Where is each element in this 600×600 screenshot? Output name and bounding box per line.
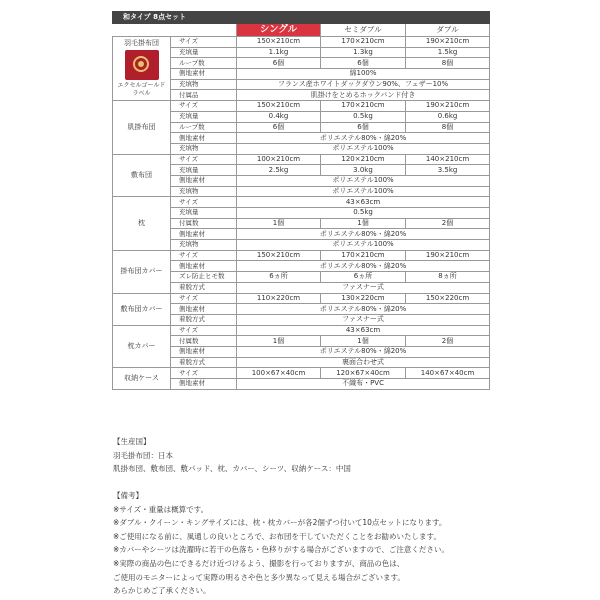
value-cell-semi-double: 170×210cm bbox=[321, 37, 406, 48]
merged-value-cell: ポリエステル80%・綿20% bbox=[237, 229, 490, 240]
value-cell-double: 3.5kg bbox=[406, 165, 490, 176]
merged-value-cell: 不織布・PVC bbox=[237, 379, 490, 390]
column-header-single: シングル bbox=[237, 24, 321, 37]
category-cell bbox=[113, 154, 171, 197]
row-label: 充填量 bbox=[171, 208, 237, 219]
origin-section bbox=[113, 435, 351, 476]
row-label: サイズ bbox=[171, 293, 237, 304]
row-label: 側地素材 bbox=[171, 304, 237, 315]
value-cell-double: 1.5kg bbox=[406, 47, 490, 58]
header-blank bbox=[113, 24, 237, 37]
badge-caption: エクセルゴールドラベル bbox=[117, 82, 166, 98]
merged-value-cell: ポリエステル80%・綿20% bbox=[237, 261, 490, 272]
value-cell-single: 6ヵ所 bbox=[237, 272, 321, 283]
gold-label-badge-icon bbox=[125, 50, 159, 80]
merged-value-cell: 0.5kg bbox=[237, 208, 490, 219]
category-cell bbox=[113, 101, 171, 154]
merged-value-cell: ポリエステル80%・綿20% bbox=[237, 304, 490, 315]
category-name: 枕 bbox=[138, 219, 145, 228]
row-label: ループ数 bbox=[171, 58, 237, 69]
row-label: 側地素材 bbox=[171, 379, 237, 390]
table-row bbox=[113, 154, 490, 165]
category-content bbox=[113, 374, 170, 383]
category-cell bbox=[113, 325, 171, 368]
remarks-section bbox=[113, 489, 449, 598]
value-cell-single: 6個 bbox=[237, 122, 321, 133]
row-label: 充填量 bbox=[171, 47, 237, 58]
origin-heading: 【生産国】 bbox=[113, 437, 151, 446]
row-label: サイズ bbox=[171, 368, 237, 379]
row-label: 充填物 bbox=[171, 143, 237, 154]
value-cell-semi-double: 170×210cm bbox=[321, 250, 406, 261]
value-cell-semi-double: 3.0kg bbox=[321, 165, 406, 176]
row-label: 側地素材 bbox=[171, 175, 237, 186]
row-label: サイズ bbox=[171, 250, 237, 261]
category-name: 枕カバー bbox=[127, 341, 156, 350]
value-cell-semi-double: 6個 bbox=[321, 58, 406, 69]
row-label: 側地素材 bbox=[171, 229, 237, 240]
remarks-line: ご使用のモニターによって実際の明るさや色と多少異なって見える場合がございます。 bbox=[113, 572, 405, 582]
value-cell-double: 190×210cm bbox=[406, 250, 490, 261]
merged-value-cell: ポリエステル100% bbox=[237, 175, 490, 186]
category-content bbox=[113, 267, 170, 276]
table-row bbox=[113, 325, 490, 336]
value-cell-double: 190×210cm bbox=[406, 37, 490, 48]
category-content bbox=[113, 39, 170, 98]
value-cell-double: 8個 bbox=[406, 58, 490, 69]
row-label: 充填物 bbox=[171, 79, 237, 90]
category-name: 肌掛布団 bbox=[127, 122, 156, 131]
merged-value-cell: ポリエステル100% bbox=[237, 186, 490, 197]
row-label: 側地素材 bbox=[171, 346, 237, 357]
table-row bbox=[113, 37, 490, 48]
origin-line: 肌掛布団、敷布団、敷パッド、枕、カバー、シーツ、収納ケース：中国 bbox=[113, 464, 351, 474]
row-label: 充填物 bbox=[171, 186, 237, 197]
value-cell-semi-double: 1個 bbox=[321, 336, 406, 347]
remarks-line: ※サイズ・重量は概算です。 bbox=[113, 504, 209, 514]
table-row bbox=[113, 293, 490, 304]
value-cell-semi-double: 6ヵ所 bbox=[321, 272, 406, 283]
remarks-line: ※ご使用になる前に、風通しの良いところで、お布団を干していただくことをお勧めいたします。 bbox=[113, 531, 441, 541]
value-cell-double: 0.6kg bbox=[406, 111, 490, 122]
merged-value-cell: 綿100% bbox=[237, 69, 490, 80]
category-cell bbox=[113, 250, 171, 293]
row-label: 充填物 bbox=[171, 240, 237, 251]
value-cell-single: 150×210cm bbox=[237, 250, 321, 261]
merged-value-cell: 43×63cm bbox=[237, 197, 490, 208]
category-cell bbox=[113, 37, 171, 101]
merged-value-cell: 肌掛けをとめるホックバンド付き bbox=[237, 90, 490, 101]
value-cell-double: 8個 bbox=[406, 122, 490, 133]
row-label: 付属数 bbox=[171, 218, 237, 229]
row-label: ズレ防止ヒモ数 bbox=[171, 272, 237, 283]
table-row bbox=[113, 368, 490, 379]
merged-value-cell: ポリエステル80%・綿20% bbox=[237, 133, 490, 144]
value-cell-single: 0.4kg bbox=[237, 111, 321, 122]
merged-value-cell: ポリエステル80%・綿20% bbox=[237, 346, 490, 357]
value-cell-single: 150×210cm bbox=[237, 37, 321, 48]
origin-line: 羽毛掛布団：日本 bbox=[113, 450, 173, 460]
remarks-line: あらかじめご了承ください。 bbox=[113, 586, 211, 596]
value-cell-semi-double: 1個 bbox=[321, 218, 406, 229]
value-cell-single: 1個 bbox=[237, 218, 321, 229]
value-cell-semi-double: 120×210cm bbox=[321, 154, 406, 165]
row-label: 着脱方式 bbox=[171, 357, 237, 368]
row-label: 着脱方式 bbox=[171, 314, 237, 325]
value-cell-semi-double: 1.3kg bbox=[321, 47, 406, 58]
row-label: サイズ bbox=[171, 154, 237, 165]
value-cell-double: 150×220cm bbox=[406, 293, 490, 304]
category-content bbox=[113, 123, 170, 132]
row-label: ループ数 bbox=[171, 122, 237, 133]
value-cell-double: 140×210cm bbox=[406, 154, 490, 165]
category-content bbox=[113, 171, 170, 180]
row-label: 側地素材 bbox=[171, 69, 237, 80]
value-cell-single: 2.5kg bbox=[237, 165, 321, 176]
remarks-line: ※実際の商品の色にできるだけ近づけるよう、撮影を行っておりますが、商品の色は、 bbox=[113, 558, 405, 568]
category-cell bbox=[113, 368, 171, 389]
value-cell-semi-double: 6個 bbox=[321, 122, 406, 133]
table-row bbox=[113, 197, 490, 208]
category-name: 羽毛掛布団 bbox=[124, 39, 159, 48]
row-label: サイズ bbox=[171, 197, 237, 208]
merged-value-cell: ポリエステル100% bbox=[237, 143, 490, 154]
row-label: 充填量 bbox=[171, 165, 237, 176]
row-label: 側地素材 bbox=[171, 261, 237, 272]
category-content bbox=[113, 305, 170, 314]
category-cell bbox=[113, 197, 171, 250]
row-label: サイズ bbox=[171, 101, 237, 112]
row-label: 側地素材 bbox=[171, 133, 237, 144]
value-cell-double: 190×210cm bbox=[406, 101, 490, 112]
category-content bbox=[113, 342, 170, 351]
table-title-row bbox=[113, 12, 490, 24]
merged-value-cell: 裏面合わせ式 bbox=[237, 357, 490, 368]
value-cell-semi-double: 0.5kg bbox=[321, 111, 406, 122]
table-row bbox=[113, 101, 490, 112]
merged-value-cell: ファスナー式 bbox=[237, 314, 490, 325]
value-cell-semi-double: 130×220cm bbox=[321, 293, 406, 304]
value-cell-double: 2個 bbox=[406, 218, 490, 229]
value-cell-single: 150×210cm bbox=[237, 101, 321, 112]
merged-value-cell: フランス産ホワイトダックダウン90%、フェザー10% bbox=[237, 79, 490, 90]
remarks-line: ※ダブル・クイーン・キングサイズには、枕・枕カバーが各2個ずつ付いて10点セットになります。 bbox=[113, 518, 447, 528]
value-cell-double: 140×67×40cm bbox=[406, 368, 490, 379]
category-name: 敷布団 bbox=[131, 170, 152, 179]
row-label: 充填量 bbox=[171, 111, 237, 122]
value-cell-single: 100×210cm bbox=[237, 154, 321, 165]
row-label: 付属品 bbox=[171, 90, 237, 101]
value-cell-single: 1個 bbox=[237, 336, 321, 347]
row-label: サイズ bbox=[171, 325, 237, 336]
remarks-line: ※カバーやシーツは洗濯時に若干の色落ち・色移りがする場合がございますので、ご注意ください。 bbox=[113, 545, 449, 555]
value-cell-semi-double: 120×67×40cm bbox=[321, 368, 406, 379]
category-cell bbox=[113, 293, 171, 325]
row-label: 着脱方式 bbox=[171, 282, 237, 293]
value-cell-semi-double: 170×210cm bbox=[321, 101, 406, 112]
value-cell-single: 100×67×40cm bbox=[237, 368, 321, 379]
merged-value-cell: ファスナー式 bbox=[237, 282, 490, 293]
row-label: 付属数 bbox=[171, 336, 237, 347]
value-cell-single: 110×220cm bbox=[237, 293, 321, 304]
badge-core bbox=[138, 61, 144, 67]
category-name: 収納ケース bbox=[124, 374, 159, 382]
value-cell-single: 6個 bbox=[237, 58, 321, 69]
table-title: 和タイプ 8点セット bbox=[113, 12, 490, 24]
value-cell-single: 1.1kg bbox=[237, 47, 321, 58]
column-header-double: ダブル bbox=[406, 24, 490, 37]
column-header-row bbox=[113, 24, 490, 37]
value-cell-double: 2個 bbox=[406, 336, 490, 347]
merged-value-cell: 43×63cm bbox=[237, 325, 490, 336]
category-name: 敷布団カバー bbox=[120, 304, 163, 313]
value-cell-double: 8ヵ所 bbox=[406, 272, 490, 283]
category-name: 掛布団カバー bbox=[120, 267, 163, 276]
spec-table bbox=[112, 11, 490, 390]
row-label: サイズ bbox=[171, 37, 237, 48]
category-content bbox=[113, 219, 170, 228]
column-header-semi-double: セミダブル bbox=[321, 24, 406, 37]
merged-value-cell: ポリエステル100% bbox=[237, 240, 490, 251]
remarks-heading: 【備考】 bbox=[113, 491, 143, 500]
table-row bbox=[113, 250, 490, 261]
